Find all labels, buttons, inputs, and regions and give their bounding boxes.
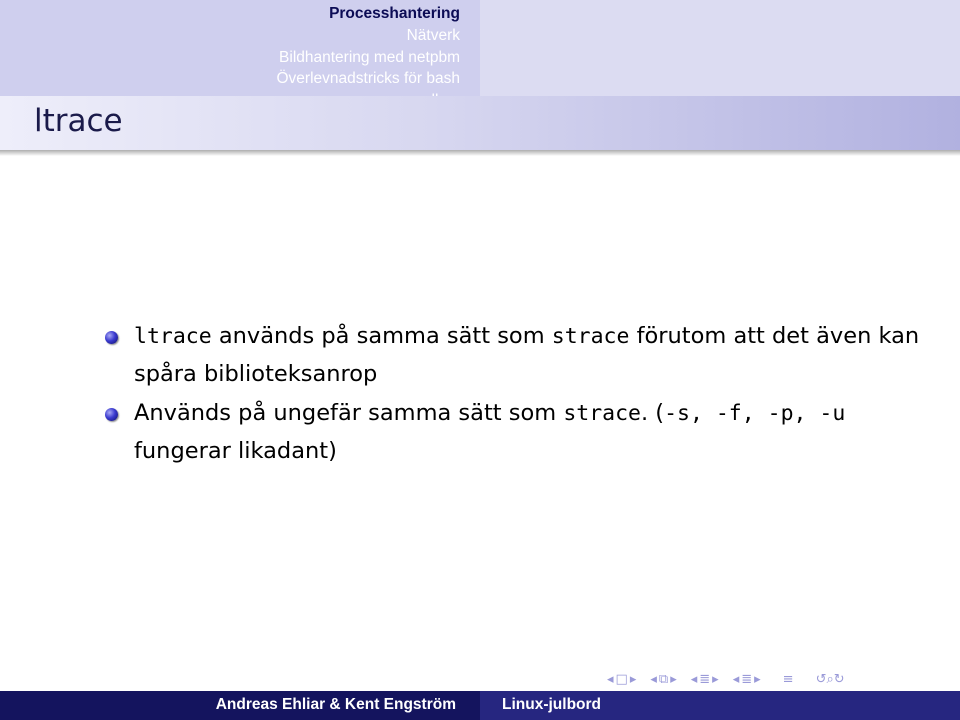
header-navigation: [0, 0, 960, 96]
nav-item-natverk[interactable]: Nätverk: [406, 26, 460, 44]
section-nav-panel: [0, 0, 480, 96]
bullet-icon: [105, 331, 118, 344]
command-flags: -s, -f, -p, -u: [664, 401, 846, 426]
command-strace: strace: [551, 324, 630, 349]
bullet-item: [105, 395, 935, 470]
nav-align-icon[interactable]: ≡: [782, 671, 794, 687]
frame-title-bar: [0, 96, 960, 150]
frame-title: ltrace: [34, 103, 123, 139]
footer-title-panel: [480, 691, 960, 720]
command-strace: strace: [563, 401, 641, 426]
bullet-text: förutom att det även kan spåra biblioteksanrop: [134, 323, 920, 387]
command-ltrace: ltrace: [134, 324, 212, 349]
nav-section-icon[interactable]: ≣: [699, 671, 711, 687]
footer-title: Linux-julbord: [502, 696, 602, 713]
footer-author: Andreas Ehliar & Kent Engström: [215, 696, 456, 713]
nav-left-arrow-icon[interactable]: ◂: [732, 671, 740, 687]
nav-item-bildhantering[interactable]: Bildhantering med netpbm: [279, 48, 460, 66]
nav-left-arrow-icon[interactable]: ◂: [650, 671, 657, 687]
bullet-icon: [105, 408, 118, 421]
nav-search-icon[interactable]: ↺⌕↻: [815, 671, 845, 687]
nav-right-arrow-icon[interactable]: ▸: [754, 671, 761, 687]
nav-frame-icon[interactable]: □: [615, 671, 628, 687]
subsection-nav-panel: [480, 0, 960, 96]
bullet-text: används på samma sätt som: [211, 323, 552, 349]
navigation-symbols: [607, 668, 845, 690]
nav-left-arrow-icon[interactable]: ◂: [690, 671, 698, 687]
bullet-text: fungerar likadant): [134, 437, 337, 464]
nav-right-arrow-icon[interactable]: ▸: [629, 671, 637, 687]
slide-content: [105, 318, 935, 472]
nav-item-processhantering[interactable]: Processhantering: [329, 5, 460, 22]
footer: [0, 691, 960, 720]
nav-left-arrow-icon[interactable]: ◂: [607, 671, 614, 687]
nav-right-arrow-icon[interactable]: ▸: [712, 671, 719, 687]
bullet-text: Används på ungefär samma sätt som: [134, 400, 564, 426]
bullet-text: . (: [640, 400, 665, 426]
nav-subsection-icon[interactable]: ⧉: [658, 671, 669, 687]
footer-author-panel: [0, 691, 480, 720]
nav-item-overlevnadstricks[interactable]: Överlevnadstricks för bash: [276, 70, 460, 88]
bullet-item: [105, 318, 935, 393]
nav-right-arrow-icon[interactable]: ▸: [670, 671, 677, 687]
nav-section-icon[interactable]: ≣: [741, 671, 753, 687]
title-bar-shadow: [0, 150, 960, 156]
